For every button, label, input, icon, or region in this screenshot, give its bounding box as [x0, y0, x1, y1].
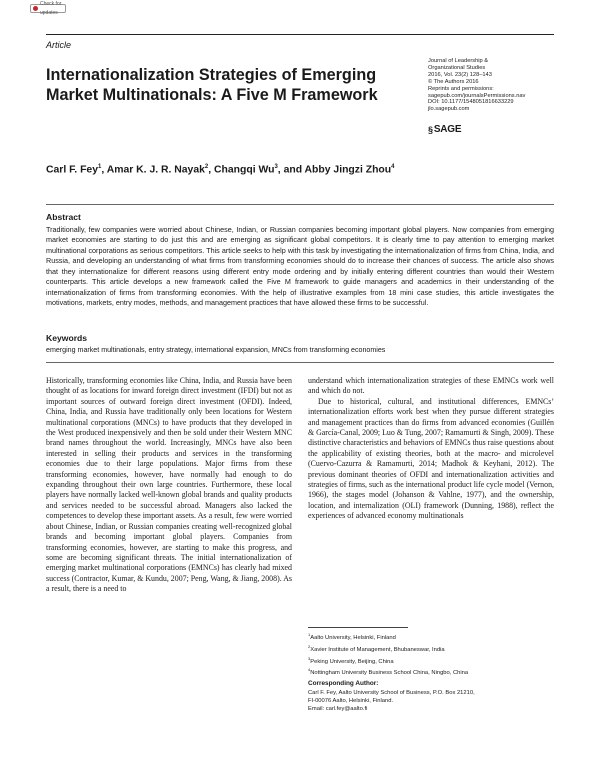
- body-column-right: [308, 376, 554, 522]
- journal-line: Journal of Leadership &: [428, 58, 489, 64]
- abstract-text: Traditionally, few companies were worried about Chinese, Indian, or Russian companies becoming important global players. Now companies from emerging market economies are starting to do just this and are emerging as significant global competitors. It is clearly time to pay attention to emerging market multinational corporations as serious competitors. This article seeks to help with this task by investigating the internationalization of firms from China, India, and Russia, and developing an understanding of what firms from transforming economies should do to increase their chances of success. The article also shows that they internationalize for different reasons using different entry mode ordering and by initially entering different countries than would their Western counterparts. This article develops a new framework called the Five M framework to guide managers and academics in their understanding of the internationalization of firms from transforming economies. With the help of illustrative examples from 18 mini case studies, this article investigates the motivations, markets, entry modes, methods, and management practices that have allowed these firms to be successful.: [46, 225, 554, 308]
- author-affiliation-mark: 4: [391, 164, 395, 170]
- journal-line: Reprints and permissions:: [428, 85, 494, 92]
- footnote-item: [308, 631, 558, 643]
- author-affiliation-mark: 3: [274, 164, 278, 170]
- sage-s-icon: §: [428, 124, 433, 135]
- footnote-text: Aalto University, Helsinki, Finland: [310, 634, 396, 641]
- body-paragraph: Due to historical, cultural, and institutional differences, EMNCs’ internationalization efforts work best when they pursue different strategies and management practices than do firms from advanced economies (Guillén & García-Canal, 2009; Luo & Tung, 2007; Ramamurti & Singh, 2009). These distinctive characteristics and behaviors of EMNCs thus raise questions about the applicability of existing theories, both at the macro- and microlevel (Cuervo-Cazurra & Ramamurti, 2014; Madhok & Keyhani, 2012). The previous dominant theories of OFDI and internationalization activities and strategies of firms, such as the international product life cycle model (Vernon, 1966), the stages model (Johanson & Vahlne, 1977), and the ownership, location, and internalization (OLI) framework (Dunning, 1988), reflect the experiences of advanced economy multinationals: [308, 396, 554, 521]
- footnote-text: Xavier Institute of Management, Bhubaneswar, India: [310, 646, 445, 653]
- top-rule: [46, 34, 554, 35]
- author-name: Amar K. J. R. Nayak: [106, 164, 205, 176]
- footnote-item: [308, 655, 558, 667]
- check-for-updates-badge[interactable]: [30, 0, 66, 16]
- footnote-mark: 4: [308, 667, 311, 673]
- footnote-text: Peking University, Beijing, China: [310, 658, 394, 665]
- author-affiliation-mark: 1: [97, 164, 102, 170]
- sage-logo: [428, 124, 461, 135]
- journal-site-link[interactable]: jlo.sagepub.com: [428, 106, 470, 113]
- corresponding-address-line: FI-00076 Aalto, Helsinki, Finland.: [308, 698, 394, 705]
- body-paragraph: understand which internationalization strategies of these EMNCs work well and which do not.: [308, 376, 554, 396]
- author-separator: ,: [101, 164, 107, 176]
- author-name: Carl F. Fey: [46, 164, 98, 176]
- author-affiliation-mark: 2: [204, 164, 209, 170]
- footnote-rule: [308, 627, 408, 628]
- author-name: Changqi Wu: [214, 164, 275, 176]
- corresponding-author-heading: Corresponding Author:: [308, 680, 379, 687]
- update-icon: [33, 6, 38, 11]
- journal-line: © The Authors 2016: [428, 78, 479, 85]
- keywords-heading: Keywords: [46, 333, 88, 343]
- body-column-left: [46, 376, 292, 595]
- footnote-mark: 2: [308, 643, 311, 649]
- article-title: Internationalization Strategies of Emerging Market Multinationals: A Five M Framework: [46, 66, 378, 104]
- author-separator: , and: [277, 164, 305, 176]
- journal-doi-link[interactable]: DOI: 10.1177/1548051816633229: [428, 99, 514, 106]
- corresponding-email-link[interactable]: Email: carl.fey@aalto.fi: [308, 706, 368, 713]
- affiliation-footnotes: [308, 631, 558, 678]
- abstract-top-rule: [46, 204, 554, 205]
- journal-line: 2016, Vol. 23(2) 128–143: [428, 71, 492, 78]
- corresponding-author-details: [308, 689, 558, 714]
- footnote-text: Nottingham University Business School China, Ningbo, China: [310, 670, 469, 677]
- keywords-text: emerging market multinationals, entry strategy, international expansion, MNCs from transforming economies: [46, 346, 386, 354]
- author-name: Abby Jingzi Zhou: [304, 164, 392, 176]
- sage-logo-text: SAGE: [433, 124, 462, 135]
- author-separator: ,: [208, 164, 215, 176]
- check-for-updates-label: Check for updates: [40, 0, 62, 16]
- body-paragraph: Historically, transforming economies like China, India, and Russia have been thought of as locations for inward foreign direct investment (IFDI) but not as important sources of outward foreign direct investment (OFDI). Indeed, China, India, and Russia have traditionally only been locations for Western multinational corporations (MNCs) to have products that they developed in the West produced inexpensively and then be sold under their Western MNC brand names throughout the world. Increasingly, MNCs have also been interested in selling their products and services in the transforming economies due to their large populations. Major firms from these transforming economies, however, have normally had enough to do expanding throughout their own large countries. Furthermore, these local players have normally lacked well-known global brands and quality products and services needed to be successful abroad. Managers also lacked the competences to develop these important assets. As a result, few were worried about Chinese, Indian, or Russian companies creating well-recognized global brands and becoming important global players. Companies from transforming economies, however, are starting to make this progress, and some are becoming significant threats. The initial internationalization of emerging market multinational corporations (EMNCs) has clearly had mixed success (Contractor, Kumar, & Kundu, 2007; Peng, Wang, & Jiang, 2008). As a result, there is a need to: [46, 376, 292, 594]
- keywords-bottom-rule: [46, 362, 554, 363]
- corresponding-address-line: Carl F. Fey, Aalto University School of Business, P.O. Box 21210,: [308, 690, 475, 696]
- footnote-item: [308, 643, 558, 655]
- footnote-item: [308, 666, 558, 678]
- article-type-label: Article: [46, 40, 72, 50]
- footnote-mark: 3: [308, 655, 311, 661]
- journal-permissions-link[interactable]: sagepub.com/journalsPermissions.nav: [428, 92, 526, 99]
- journal-info: [428, 58, 568, 113]
- journal-line: Organizational Studies: [428, 64, 486, 71]
- footnote-mark: 1: [308, 632, 311, 637]
- author-list: [46, 164, 394, 175]
- abstract-heading: Abstract: [46, 212, 81, 222]
